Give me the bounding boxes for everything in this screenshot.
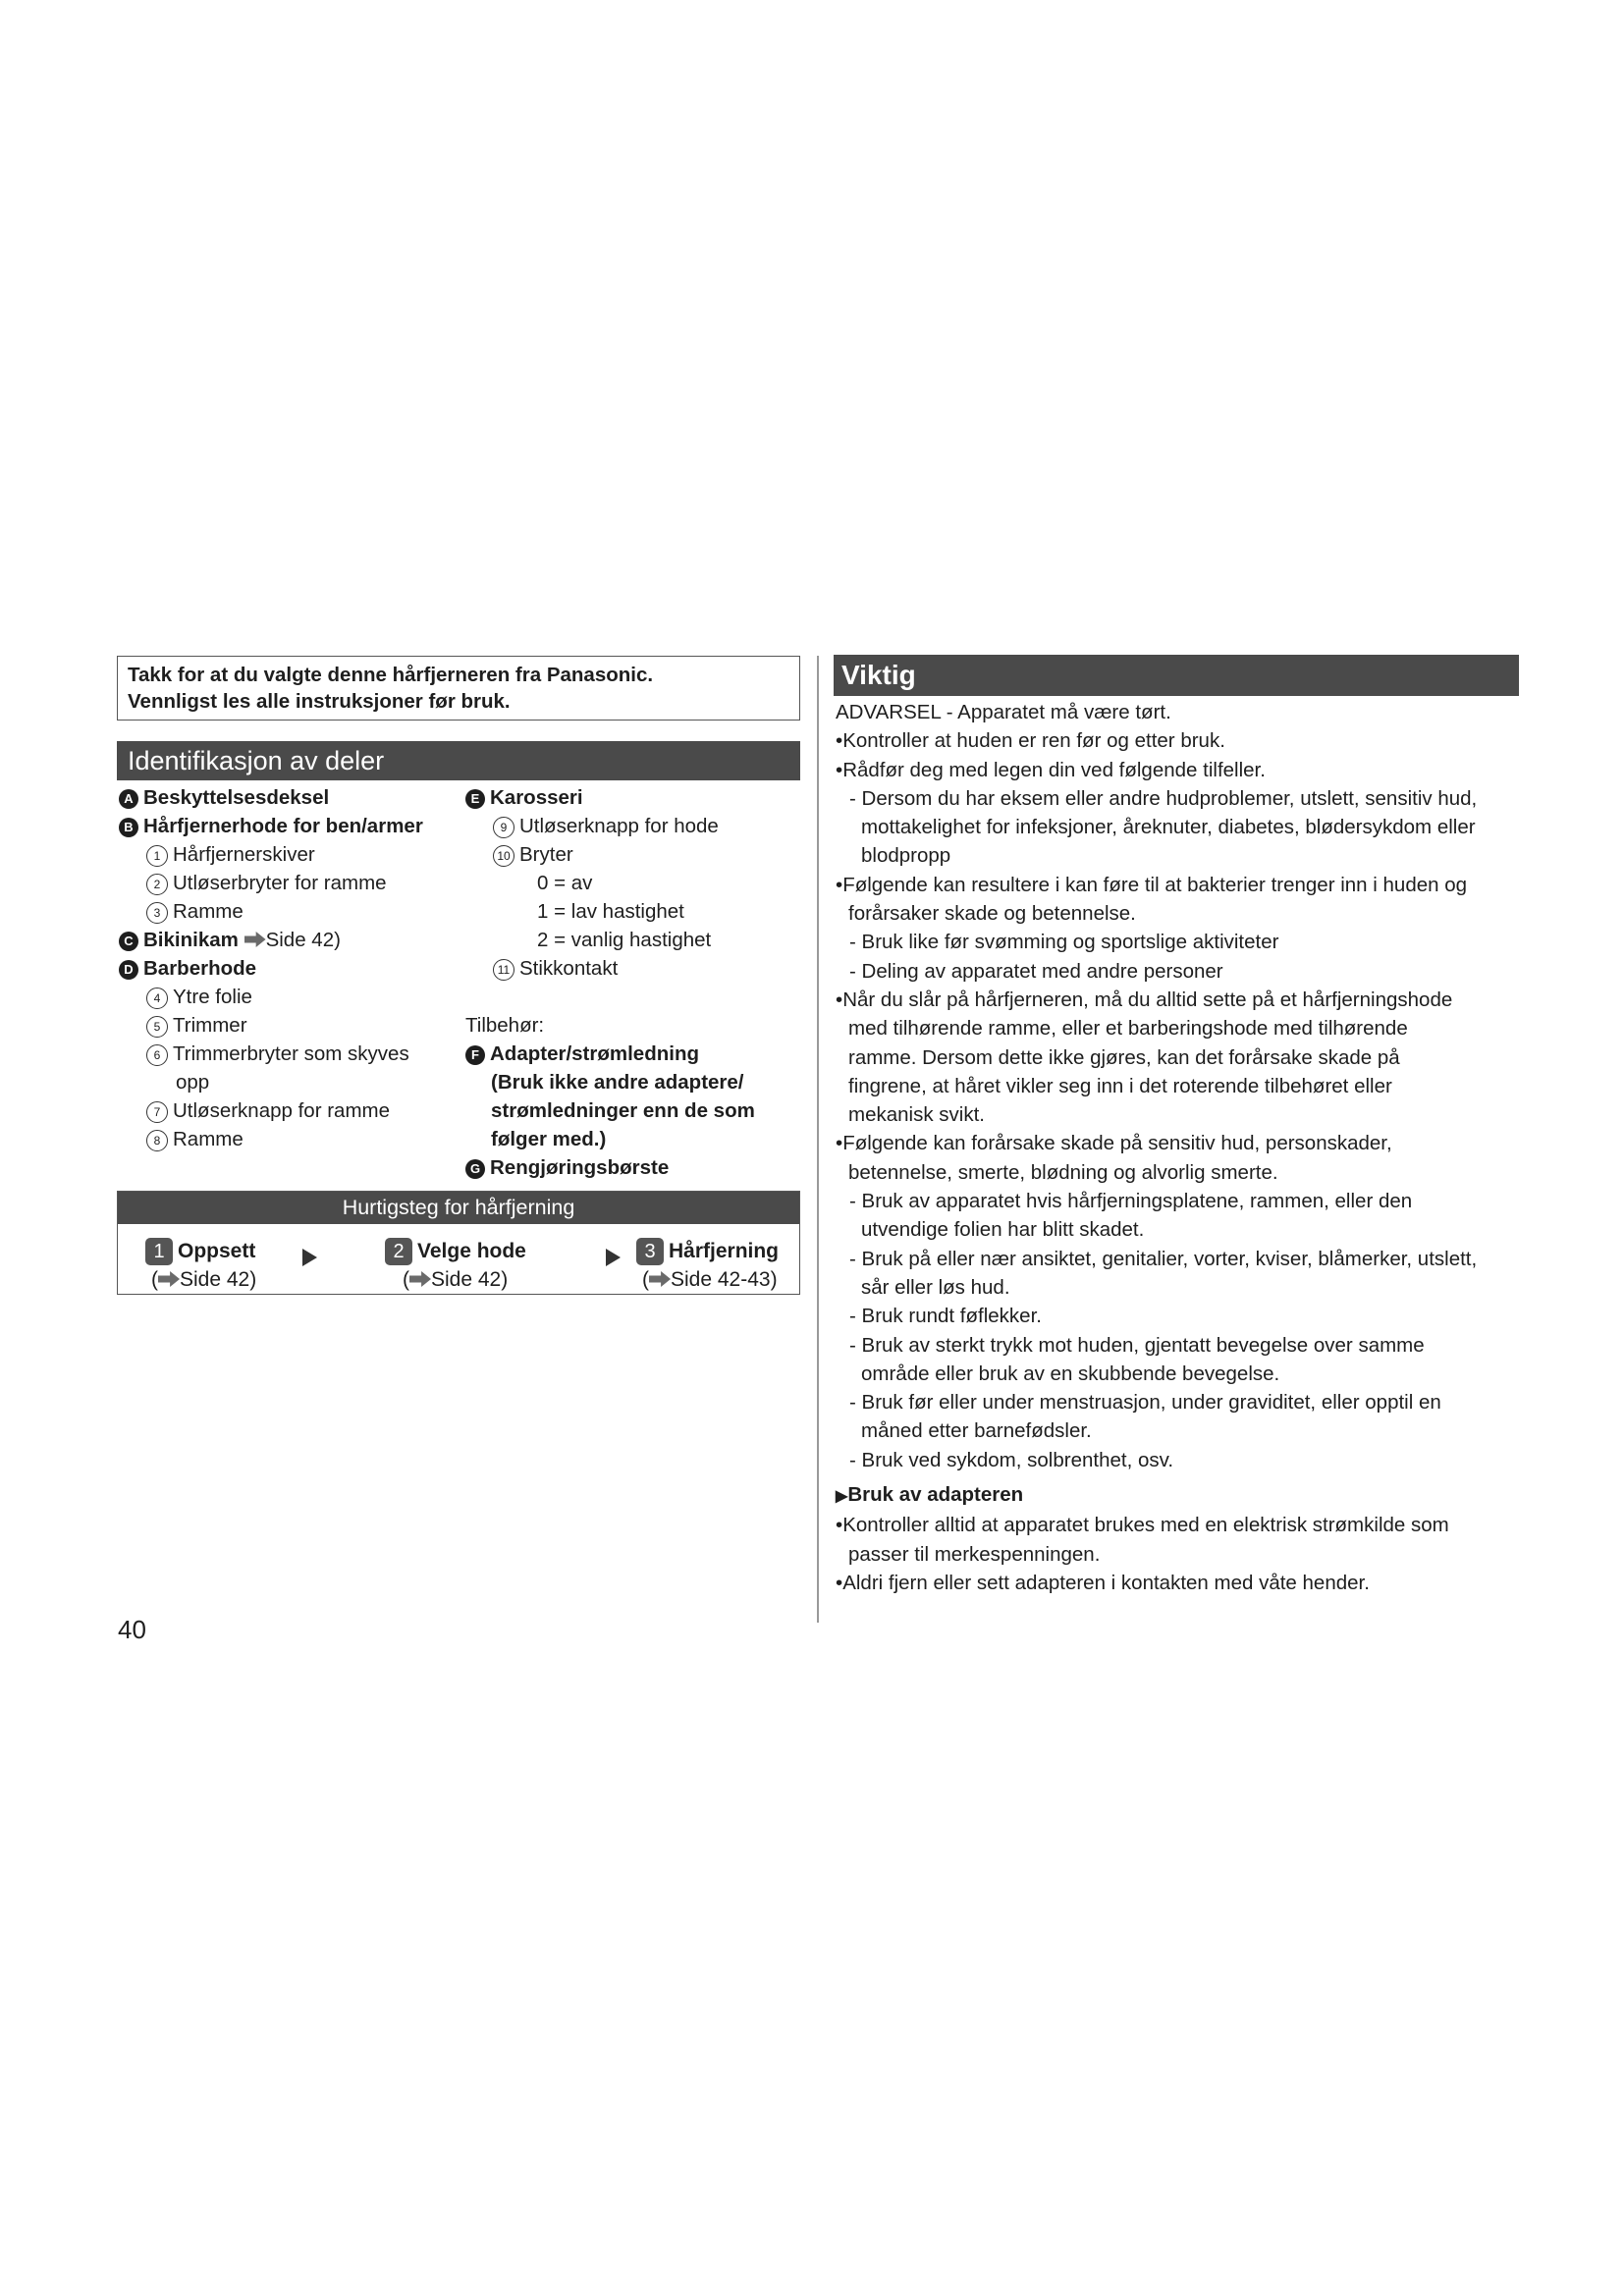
quick-step-2: 2 Velge hode ( Side 42) <box>385 1237 526 1294</box>
viktig-line-text: utvendige folien har blitt skadet. <box>861 1218 1145 1242</box>
viktig-line <box>836 1416 1528 1445</box>
part-label: Utløserknapp for hode <box>519 815 719 837</box>
part-label: Adapter/strømledning <box>490 1042 699 1065</box>
viktig-line-text: Bruk av adapteren <box>847 1483 1024 1507</box>
viktig-line <box>836 784 1528 813</box>
part-letter-badge: A <box>119 789 138 809</box>
part-label: Hårfjernerskiver <box>173 843 315 866</box>
viktig-line <box>836 1215 1528 1244</box>
part-item <box>465 812 755 840</box>
step-label: Hårfjerning <box>669 1240 780 1262</box>
part-letter-badge: F <box>465 1045 485 1065</box>
step-page-ref: Side 42-43) <box>671 1268 778 1291</box>
part-item <box>465 983 755 1011</box>
viktig-line-text: Bruk før eller under menstruasjon, under graviditet, eller opptil en <box>861 1391 1441 1415</box>
viktig-line-text: Følgende kan forårsake skade på sensitiv hud, personskader, <box>842 1132 1392 1155</box>
viktig-text <box>836 698 1528 1597</box>
bullet-icon: • <box>836 1514 843 1537</box>
part-item <box>465 1040 755 1068</box>
viktig-line-text: sår eller løs hud. <box>861 1275 1010 1299</box>
viktig-line <box>836 1331 1528 1360</box>
part-item: 2 = vanlig hastighet <box>537 929 712 951</box>
viktig-line-text: fingrene, at håret vikler seg inn i det roterende tilbehøret eller <box>848 1074 1392 1097</box>
viktig-line <box>836 928 1528 956</box>
bullet-icon: • <box>836 758 843 781</box>
part-item <box>119 1011 423 1040</box>
viktig-line-text: Dersom du har eksem eller andre hudproblemer, utslett, sensitiv hud, <box>861 786 1478 810</box>
part-number: 10 <box>493 845 514 867</box>
part-item <box>465 783 755 812</box>
part-item <box>119 897 423 926</box>
part-label: Ramme <box>173 1128 244 1150</box>
dash-icon: - <box>849 1247 862 1270</box>
viktig-line <box>836 726 1528 755</box>
viktig-line-text: Deling av apparatet med andre personer <box>861 959 1223 983</box>
part-letter-badge: E <box>465 789 485 809</box>
bullet-icon: • <box>836 1132 843 1155</box>
part-number: 6 <box>146 1044 168 1066</box>
viktig-line-text: Bruk av apparatet hvis hårfjerningsplatene, rammen, eller den <box>861 1190 1413 1213</box>
viktig-line <box>836 813 1528 841</box>
viktig-line <box>836 1072 1528 1100</box>
part-item: Tilbehør: <box>465 1014 545 1037</box>
page-ref-arrow-icon <box>409 1271 431 1287</box>
viktig-line-text: Aldri fjern eller sett adapteren i kontakten med våte hender. <box>842 1571 1370 1594</box>
part-number: 3 <box>146 902 168 924</box>
part-item <box>465 954 755 983</box>
part-item: følger med.) <box>491 1128 607 1150</box>
viktig-line <box>836 756 1528 784</box>
part-label: Barberhode <box>143 957 257 980</box>
viktig-line <box>836 1014 1528 1042</box>
viktig-line-text: Bruk ved sykdom, solbrenthet, osv. <box>861 1448 1174 1471</box>
viktig-line <box>836 698 1528 726</box>
part-item <box>119 869 423 897</box>
viktig-line-text: med tilhørende ramme, eller et barberingshode med tilhørende <box>848 1017 1408 1041</box>
dash-icon: - <box>849 1448 862 1471</box>
part-letter-badge: B <box>119 818 138 837</box>
viktig-line <box>836 1043 1528 1072</box>
viktig-line-text: Bruk av sterkt trykk mot huden, gjentatt bevegelse over samme <box>861 1333 1425 1357</box>
viktig-line-text: forårsaker skade og betennelse. <box>848 902 1136 926</box>
viktig-line <box>836 957 1528 986</box>
step-label: Velge hode <box>417 1240 526 1262</box>
viktig-line <box>836 1273 1528 1302</box>
viktig-line-text: Rådfør deg med legen din ved følgende tilfeller. <box>842 758 1266 781</box>
dash-icon: - <box>849 959 862 983</box>
quick-steps-title: Hurtigsteg for hårfjerning <box>118 1192 799 1224</box>
part-label: Rengjøringsbørste <box>490 1156 670 1179</box>
step-arrow-icon <box>606 1249 621 1266</box>
viktig-line <box>836 1360 1528 1388</box>
viktig-line <box>836 1158 1528 1187</box>
part-item <box>119 840 423 869</box>
viktig-line <box>836 1511 1528 1539</box>
viktig-line-text: betennelse, smerte, blødning og alvorlig smerte. <box>848 1160 1278 1184</box>
viktig-line-text: mekanisk svikt. <box>848 1103 985 1127</box>
viktig-line-text: Bruk rundt føflekker. <box>861 1305 1042 1328</box>
part-item: (Bruk ikke andre adaptere/ <box>491 1071 744 1094</box>
quick-steps-box <box>117 1191 800 1295</box>
part-number: 11 <box>493 959 514 981</box>
page-ref-arrow-icon <box>649 1271 671 1287</box>
viktig-line-text: Kontroller at huden er ren før og etter bruk. <box>842 729 1225 753</box>
viktig-line-text: område eller bruk av en skubbende bevegelse. <box>861 1362 1280 1385</box>
part-letter-badge: G <box>465 1159 485 1179</box>
intro-box <box>117 656 800 721</box>
part-item <box>119 983 423 1011</box>
viktig-line <box>836 1446 1528 1474</box>
dash-icon: - <box>849 931 862 954</box>
viktig-line-text: ramme. Dersom dette ikke gjøres, kan det forårsake skade på <box>848 1045 1400 1069</box>
viktig-line <box>836 1302 1528 1330</box>
viktig-line <box>836 871 1528 899</box>
dash-icon: - <box>849 786 862 810</box>
viktig-line-text: mottakelighet for infeksjoner, åreknuter, diabetes, blødersykdom eller <box>861 816 1476 839</box>
parts-heading: Identifikasjon av deler <box>117 741 800 780</box>
page-ref-arrow-icon <box>158 1271 180 1287</box>
part-label: Karosseri <box>490 786 583 809</box>
viktig-line <box>836 1245 1528 1273</box>
part-item: 0 = av <box>537 872 593 894</box>
dash-icon: - <box>849 1190 862 1213</box>
part-item <box>119 954 423 983</box>
bullet-icon: • <box>836 873 843 896</box>
part-item: 1 = lav hastighet <box>537 900 684 923</box>
step-label: Oppsett <box>178 1240 256 1262</box>
viktig-line <box>836 841 1528 870</box>
step-number-badge: 1 <box>145 1238 173 1265</box>
part-item <box>119 1096 423 1125</box>
intro-line-2: Vennligst les alle instruksjoner før bruk. <box>128 690 511 713</box>
part-number: 1 <box>146 845 168 867</box>
part-letter-badge: D <box>119 960 138 980</box>
part-label: Beskyttelsesdeksel <box>143 786 330 809</box>
viktig-line <box>836 1129 1528 1157</box>
column-divider <box>817 656 819 1623</box>
part-number: 5 <box>146 1016 168 1038</box>
part-item <box>465 840 755 869</box>
triangle-right-icon: ▶ <box>836 1488 848 1506</box>
part-label: Bikinikam <box>143 929 239 951</box>
viktig-line <box>836 1187 1528 1215</box>
part-number: 7 <box>146 1101 168 1123</box>
part-label: Utløserknapp for ramme <box>173 1099 391 1122</box>
part-letter-badge: C <box>119 932 138 951</box>
bullet-icon: • <box>836 1571 843 1594</box>
viktig-line-text: passer til merkespenningen. <box>848 1542 1101 1566</box>
dash-icon: - <box>849 1391 862 1415</box>
part-item <box>465 1153 755 1182</box>
step-page-ref: Side 42) <box>180 1268 257 1291</box>
viktig-line <box>836 1480 1528 1511</box>
viktig-heading: Viktig <box>834 655 1519 696</box>
intro-line-1: Takk for at du valgte denne hårfjerneren fra Panasonic. <box>128 664 654 686</box>
viktig-line <box>836 1100 1528 1129</box>
step-page-ref: Side 42) <box>431 1268 509 1291</box>
viktig-line-text: ADVARSEL - Apparatet må være tørt. <box>836 701 1171 723</box>
dash-icon: - <box>849 1305 862 1328</box>
part-label: Ramme <box>173 900 244 923</box>
part-label: Trimmerbryter som skyves <box>173 1042 409 1065</box>
part-item <box>119 812 423 840</box>
viktig-line-text: Følgende kan resultere i kan føre til at bakterier trenger inn i huden og <box>842 873 1468 896</box>
quick-step-3: 3 Hårfjerning ( Side 42-43) <box>636 1237 779 1294</box>
step-number-badge: 3 <box>636 1238 664 1265</box>
step-number-badge: 2 <box>385 1238 412 1265</box>
part-label: Hårfjernerhode for ben/armer <box>143 815 423 837</box>
viktig-line <box>836 986 1528 1014</box>
part-label: Ytre folie <box>173 986 252 1008</box>
part-number: 4 <box>146 988 168 1009</box>
part-item <box>119 926 423 954</box>
part-item <box>119 1040 423 1068</box>
viktig-line-text: Kontroller alltid at apparatet brukes med en elektrisk strømkilde som <box>842 1514 1449 1537</box>
parts-list-left <box>119 783 423 1153</box>
viktig-line-text: måned etter barnefødsler. <box>861 1419 1092 1443</box>
viktig-line-text: Bruk på eller nær ansiktet, genitalier, vorter, kviser, blåmerker, utslett, <box>861 1247 1478 1270</box>
viktig-line-text: Bruk like før svømming og sportslige aktiviteter <box>861 931 1279 954</box>
page-ref: Side 42) <box>265 929 341 951</box>
part-label: Utløserbryter for ramme <box>173 872 387 894</box>
part-item: strømledninger enn de som <box>491 1099 755 1122</box>
part-item: opp <box>176 1071 210 1094</box>
part-label: Stikkontakt <box>519 957 619 980</box>
viktig-line <box>836 1569 1528 1597</box>
page-number: 40 <box>118 1615 146 1644</box>
part-label: Trimmer <box>173 1014 247 1037</box>
bullet-icon: • <box>836 988 843 1011</box>
viktig-line <box>836 1388 1528 1416</box>
part-number: 9 <box>493 817 514 838</box>
step-arrow-icon <box>302 1249 317 1266</box>
page-ref-arrow-icon <box>244 932 266 947</box>
bullet-icon: • <box>836 729 843 753</box>
viktig-line-text: Når du slår på hårfjerneren, må du alltid sette på et hårfjerningshode <box>842 988 1453 1011</box>
dash-icon: - <box>849 1333 862 1357</box>
part-label: Bryter <box>519 843 573 866</box>
part-number: 2 <box>146 874 168 895</box>
viktig-line <box>836 899 1528 928</box>
viktig-line-text: blodpropp <box>861 844 951 868</box>
part-item <box>119 1125 423 1153</box>
parts-list-right <box>465 783 755 1182</box>
part-item <box>119 783 423 812</box>
part-number: 8 <box>146 1130 168 1151</box>
quick-step-1: 1 Oppsett ( Side 42) <box>145 1237 256 1294</box>
viktig-line <box>836 1540 1528 1569</box>
